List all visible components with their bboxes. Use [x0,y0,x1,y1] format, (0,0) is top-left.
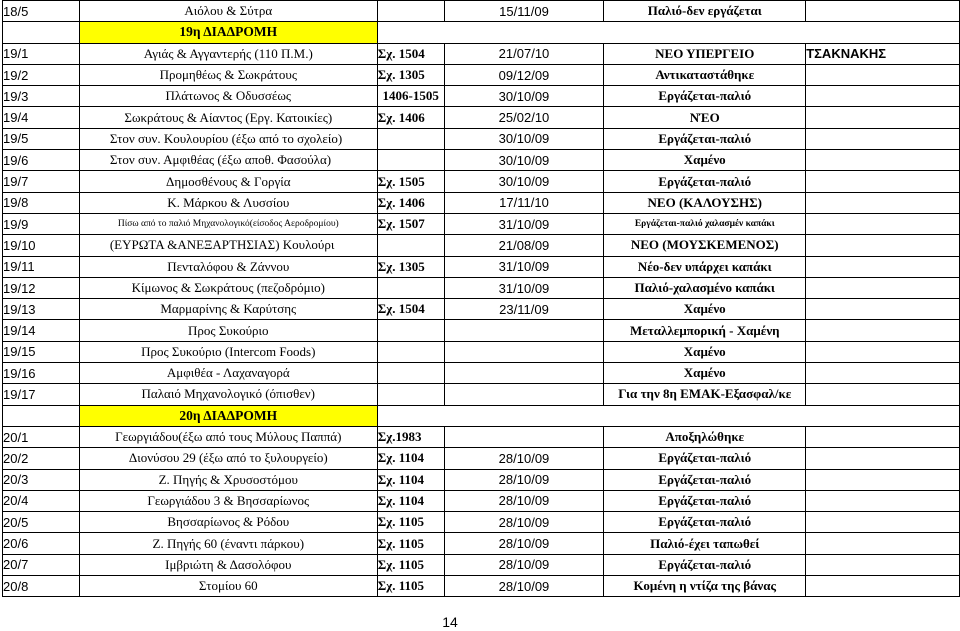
row-id-cell: 19/4 [3,107,80,128]
status-cell: Εργάζεται-παλιό [604,86,806,107]
row-id-cell: 20/4 [3,490,80,511]
table-row [3,299,960,320]
status-cell: Αποξηλώθηκε [604,426,806,447]
date-cell [444,320,604,341]
date-cell: 31/10/09 [444,213,604,234]
page-number: 14 [442,614,458,630]
table-row [3,235,960,256]
note-cell [806,256,960,277]
status-cell: Εργάζεται-παλιό [604,448,806,469]
note-cell [806,533,960,554]
table-row [3,171,960,192]
row-id-cell: 19/16 [3,363,80,384]
table-row [3,576,960,597]
table-row [3,86,960,107]
location-cell: Βησσαρίωνος & Ρόδου [79,512,377,533]
row-id-cell: 19/9 [3,213,80,234]
date-cell: 30/10/09 [444,86,604,107]
date-cell: 31/10/09 [444,277,604,298]
note-cell [806,277,960,298]
location-cell: Κίμωνος & Σωκράτους (πεζοδρόμιο) [79,277,377,298]
table-row [3,43,960,64]
note-cell [806,384,960,405]
code-cell: Σχ. 1104 [377,448,444,469]
location-cell: Μαρμαρίνης & Καρύτσης [79,299,377,320]
code-cell: Σχ. 1507 [377,213,444,234]
code-cell [377,320,444,341]
row-id-cell: 19/3 [3,86,80,107]
note-cell [806,1,960,22]
code-cell: Σχ. 1305 [377,64,444,85]
route-spacer [3,22,80,43]
code-cell: Σχ. 1105 [377,533,444,554]
row-id-cell: 19/10 [3,235,80,256]
row-id-cell: 19/1 [3,43,80,64]
code-cell: Σχ. 1406 [377,192,444,213]
row-id-cell: 20/5 [3,512,80,533]
date-cell: 21/07/10 [444,43,604,64]
code-cell: Σχ. 1406 [377,107,444,128]
table-row [3,533,960,554]
code-cell: Σχ. 1104 [377,469,444,490]
table-row [3,426,960,447]
note-cell [806,171,960,192]
location-cell: Γεωργιάδου(έξω από τους Μύλους Παππά) [79,426,377,447]
code-cell: Σχ.1983 [377,426,444,447]
status-cell: Παλιό-χαλασμένο καπάκι [604,277,806,298]
status-cell: Εργάζεται-παλιό [604,128,806,149]
date-cell: 28/10/09 [444,576,604,597]
date-cell: 30/10/09 [444,171,604,192]
row-id-cell: 20/3 [3,469,80,490]
date-cell: 15/11/09 [444,1,604,22]
code-cell [377,384,444,405]
date-cell: 09/12/09 [444,64,604,85]
row-id-cell: 20/1 [3,426,80,447]
status-cell: Εργάζεται-παλιό [604,490,806,511]
table-row [3,384,960,405]
status-cell: Παλιό-έχει ταπωθεί [604,533,806,554]
code-cell [377,277,444,298]
date-cell: 25/02/10 [444,107,604,128]
date-cell: 28/10/09 [444,448,604,469]
route-blank [377,405,959,426]
code-cell [377,128,444,149]
location-cell: (ΕΥΡΩΤΑ &ΑΝΕΞΑΡΤΗΣΙΑΣ) Κουλούρι [79,235,377,256]
date-cell: 28/10/09 [444,469,604,490]
table-row [3,277,960,298]
status-cell: ΝΕΟ (ΚΑΛΟΥΣΗΣ) [604,192,806,213]
status-cell: Εργάζεται-παλιό [604,171,806,192]
location-cell: Γεωργιάδου 3 & Βησσαρίωνος [79,490,377,511]
location-cell: Στον συν. Κουλουρίου (έξω από το σχολείο) [79,128,377,149]
note-cell [806,341,960,362]
code-cell: Σχ. 1505 [377,171,444,192]
status-cell: ΝΕΟ (ΜΟΥΣΚΕΜΕΝΟΣ) [604,235,806,256]
date-cell: 21/08/09 [444,235,604,256]
date-cell: 28/10/09 [444,533,604,554]
date-cell: 31/10/09 [444,256,604,277]
note-cell [806,554,960,575]
status-cell: Εργάζεται-παλιό χαλασμέν καπάκι [604,213,806,234]
status-cell: Κομένη η ντίζα της βάνας [604,576,806,597]
inventory-table [2,0,960,597]
location-cell: Ιμβριώτη & Δασολόφου [79,554,377,575]
note-cell [806,576,960,597]
location-cell: Πίσω από το παλιό Μηχανολογικό(είσοδος Αεροδρομίου) [79,213,377,234]
note-cell [806,235,960,256]
location-cell: Πλάτωνος & Οδυσσέως [79,86,377,107]
table-row [3,192,960,213]
table-row [3,1,960,22]
code-cell: Σχ. 1305 [377,256,444,277]
table-row [3,128,960,149]
location-cell: Πενταλόφου & Ζάννου [79,256,377,277]
location-cell: Ζ. Πηγής & Χρυσοστόμου [79,469,377,490]
table-row [3,107,960,128]
location-cell: Αμφιθέα - Λαχαναγορά [79,363,377,384]
status-cell: ΝΕΟ ΥΠΕΡΓΕΙΟ [604,43,806,64]
row-id-cell: 19/13 [3,299,80,320]
location-cell: Σωκράτους & Αίαντος (Εργ. Κατοικίες) [79,107,377,128]
row-id-cell: 19/6 [3,150,80,171]
table-row [3,512,960,533]
status-cell: Εργάζεται-παλιό [604,554,806,575]
note-cell [806,192,960,213]
note-cell [806,363,960,384]
table-row [3,469,960,490]
date-cell: 23/11/09 [444,299,604,320]
note-cell [806,448,960,469]
date-cell: 30/10/09 [444,128,604,149]
code-cell: 1406-1505 [377,86,444,107]
table-row [3,341,960,362]
row-id-cell: 19/11 [3,256,80,277]
date-cell: 28/10/09 [444,554,604,575]
note-cell [806,107,960,128]
location-cell: Προμηθέως & Σωκράτους [79,64,377,85]
location-cell: Αιόλου & Σύτρα [79,1,377,22]
note-cell [806,213,960,234]
location-cell: Διονύσου 29 (έξω από το ξυλουργείο) [79,448,377,469]
table-row [3,490,960,511]
route-header-row [3,405,960,426]
code-cell: Σχ. 1105 [377,512,444,533]
table-row [3,554,960,575]
note-cell [806,86,960,107]
table-row [3,213,960,234]
note-cell [806,426,960,447]
table-row [3,448,960,469]
location-cell: Στον συν. Αμφιθέας (έξω αποθ. Φασούλα) [79,150,377,171]
location-cell: Στομίου 60 [79,576,377,597]
note-cell [806,299,960,320]
row-id-cell: 19/12 [3,277,80,298]
note-cell [806,469,960,490]
status-cell: Για την 8η ΕΜΑΚ-Εξασφαλ/κε [604,384,806,405]
code-cell: Σχ. 1104 [377,490,444,511]
route-label: 20η ΔΙΑΔΡΟΜΗ [79,405,377,426]
route-label: 19η ΔΙΑΔΡΟΜΗ [79,22,377,43]
note-cell [806,128,960,149]
code-cell [377,1,444,22]
note-cell [806,320,960,341]
note-cell [806,150,960,171]
row-id-cell: 18/5 [3,1,80,22]
route-header-row [3,22,960,43]
row-id-cell: 19/2 [3,64,80,85]
route-blank [377,22,959,43]
row-id-cell: 20/7 [3,554,80,575]
location-cell: Αγιάς & Αγγαντερής (110 Π.Μ.) [79,43,377,64]
status-cell: ΝΈΟ [604,107,806,128]
status-cell: Χαμένο [604,150,806,171]
location-cell: Δημοσθένους & Γοργία [79,171,377,192]
row-id-cell: 19/8 [3,192,80,213]
status-cell: Παλιό-δεν εργάζεται [604,1,806,22]
note-cell: ΤΣΑΚΝΑΚΗΣ [806,43,960,64]
code-cell [377,150,444,171]
status-cell: Νέο-δεν υπάρχει καπάκι [604,256,806,277]
table-row [3,363,960,384]
code-cell [377,341,444,362]
status-cell: Μεταλλεμπορική - Χαμένη [604,320,806,341]
location-cell: Παλαιό Μηχανολογικό (όπισθεν) [79,384,377,405]
row-id-cell: 19/14 [3,320,80,341]
row-id-cell: 20/8 [3,576,80,597]
location-cell: Προς Συκούριο (Intercom Foods) [79,341,377,362]
date-cell: 17/11/10 [444,192,604,213]
date-cell: 30/10/09 [444,150,604,171]
code-cell [377,363,444,384]
row-id-cell: 19/5 [3,128,80,149]
date-cell [444,426,604,447]
date-cell [444,363,604,384]
status-cell: Χαμένο [604,363,806,384]
code-cell: Σχ. 1105 [377,554,444,575]
row-id-cell: 19/15 [3,341,80,362]
note-cell [806,490,960,511]
row-id-cell: 19/7 [3,171,80,192]
location-cell: Κ. Μάρκου & Λυσσίου [79,192,377,213]
status-cell: Εργάζεται-παλιό [604,469,806,490]
table-row [3,64,960,85]
date-cell [444,341,604,362]
table-row [3,256,960,277]
table-row [3,320,960,341]
table-row [3,150,960,171]
code-cell: Σχ. 1504 [377,299,444,320]
location-cell: Ζ. Πηγής 60 (έναντι πάρκου) [79,533,377,554]
status-cell: Εργάζεται-παλιό [604,512,806,533]
location-cell: Προς Συκούριο [79,320,377,341]
note-cell [806,64,960,85]
route-spacer [3,405,80,426]
code-cell: Σχ. 1105 [377,576,444,597]
row-id-cell: 20/2 [3,448,80,469]
inventory-table-body [3,1,960,597]
status-cell: Χαμένο [604,299,806,320]
status-cell: Αντικαταστάθηκε [604,64,806,85]
status-cell: Χαμένο [604,341,806,362]
note-cell [806,512,960,533]
row-id-cell: 20/6 [3,533,80,554]
code-cell: Σχ. 1504 [377,43,444,64]
row-id-cell: 19/17 [3,384,80,405]
date-cell: 28/10/09 [444,490,604,511]
code-cell [377,235,444,256]
date-cell: 28/10/09 [444,512,604,533]
date-cell [444,384,604,405]
